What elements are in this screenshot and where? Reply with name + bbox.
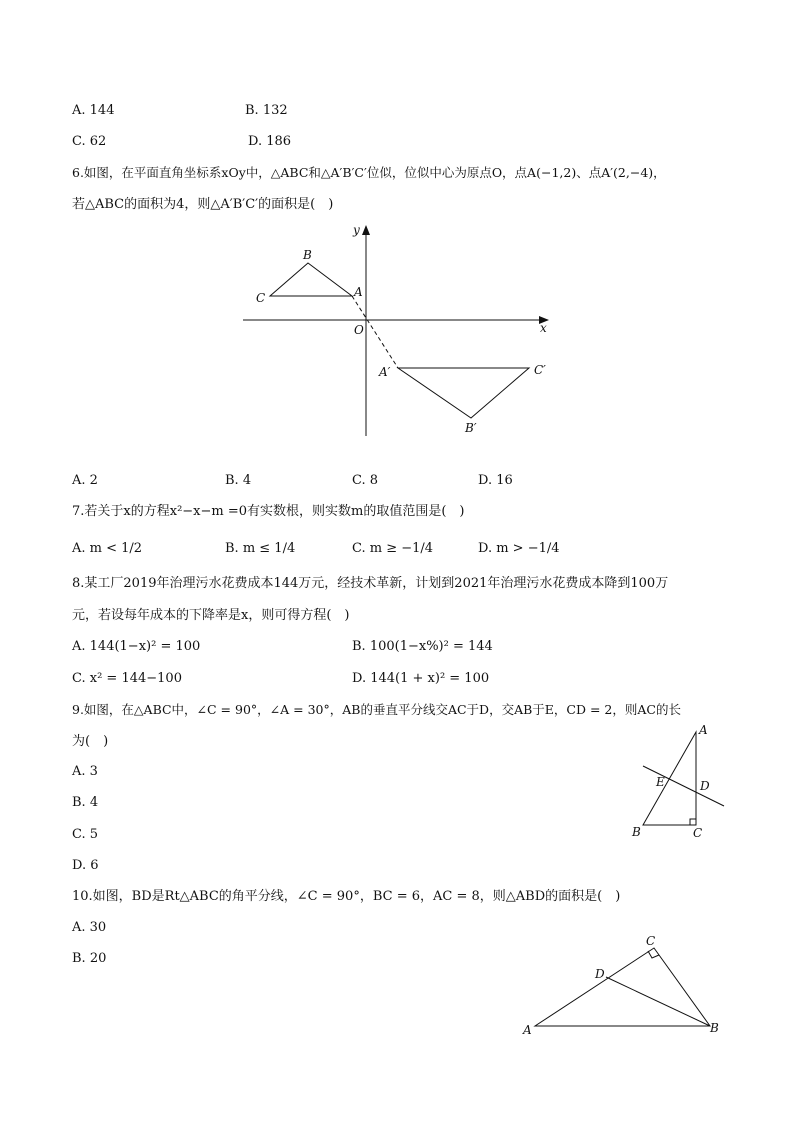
label-b: B	[632, 825, 641, 839]
q7-option-b: B. m ≤ 1/4	[225, 541, 296, 556]
q5-option-d: D. 186	[248, 134, 292, 149]
label-a: A	[699, 723, 708, 737]
label-c: C	[693, 826, 703, 840]
label-d: D	[595, 967, 605, 981]
label-b: B	[303, 248, 312, 262]
q7-option-c: C. m ≥ −1/4	[352, 541, 434, 556]
q5-option-a: A. 144	[72, 103, 115, 118]
q6-option-a: A. 2	[72, 473, 98, 488]
q5-option-c: C. 62	[72, 134, 107, 149]
right-angle-mark	[690, 819, 696, 825]
triangle-abc	[535, 948, 710, 1026]
label-a: A	[523, 1023, 532, 1037]
q9-triangle-figure	[626, 720, 730, 844]
triangle-abc	[270, 263, 352, 296]
label-d: D	[700, 779, 710, 793]
q10-stem: 10.如图，BD是Rt△ABC的角平分线，∠C = 90°，BC = 6，AC = 8，则△ABD的面积是( )	[72, 889, 621, 904]
q5-option-b: B. 132	[245, 103, 288, 118]
q9-option-b: B. 4	[72, 795, 99, 810]
q9-option-c: C. 5	[72, 827, 99, 842]
q9-stem-line1: 9.如图，在△ABC中，∠C = 90°，∠A = 30°，AB的垂直平分线交AC于D，交AB于E，CD = 2，则AC的长	[72, 702, 681, 717]
q6-stem-line1: 6.如图，在平面直角坐标系xOy中，△ABC和△A′B′C′位似，位似中心为原点O，点A(−1,2)、点A′(2,−4)，	[72, 165, 666, 180]
q8-option-d: D. 144(1 + x)² = 100	[352, 671, 490, 686]
q9-option-a: A. 3	[72, 764, 98, 779]
label-c: C	[256, 291, 266, 305]
q7-stem: 7.若关于x的方程x²−x−m =0有实数根，则实数m的取值范围是( )	[72, 504, 465, 519]
label-b-prime: B′	[465, 421, 477, 435]
label-c-prime: C′	[534, 363, 546, 377]
label-b: B	[710, 1021, 719, 1035]
label-y: y	[353, 223, 360, 237]
label-a-prime: A′	[379, 365, 391, 379]
q10-option-a: A. 30	[72, 920, 107, 935]
q7-option-d: D. m > −1/4	[478, 541, 560, 556]
q9-stem-line2: 为( )	[72, 734, 109, 749]
q8-stem-line2: 元，若设每年成本的下降率是x，则可得方程( )	[72, 608, 350, 623]
q6-option-c: C. 8	[352, 473, 379, 488]
label-x: x	[540, 321, 547, 335]
triangle-abc	[643, 732, 696, 825]
q6-stem-line2: 若△ABC的面积为4，则△A′B′C′的面积是( )	[72, 197, 334, 212]
q6-option-d: D. 16	[478, 473, 513, 488]
label-a: A	[354, 285, 363, 299]
label-c: C	[646, 934, 656, 948]
q8-option-a: A. 144(1−x)² = 100	[72, 639, 201, 654]
q9-option-d: D. 6	[72, 858, 99, 873]
q10-option-b: B. 20	[72, 951, 107, 966]
q6-coordinate-figure	[238, 222, 558, 440]
q8-option-b: B. 100(1−x%)² = 144	[352, 639, 493, 654]
triangle-a2b2c2	[398, 368, 529, 418]
q7-option-a: A. m < 1/2	[72, 541, 143, 556]
q10-triangle-figure	[518, 928, 728, 1040]
bisector-bd	[606, 977, 710, 1026]
q8-stem-line1: 8.某工厂2019年治理污水花费成本144万元，经技术革新，计划到2021年治理污水花费成本降到100万	[72, 576, 669, 591]
q8-option-c: C. x² = 144−100	[72, 671, 182, 686]
label-e: E	[656, 775, 665, 789]
label-o: O	[354, 323, 364, 337]
q6-option-b: B. 4	[225, 473, 252, 488]
